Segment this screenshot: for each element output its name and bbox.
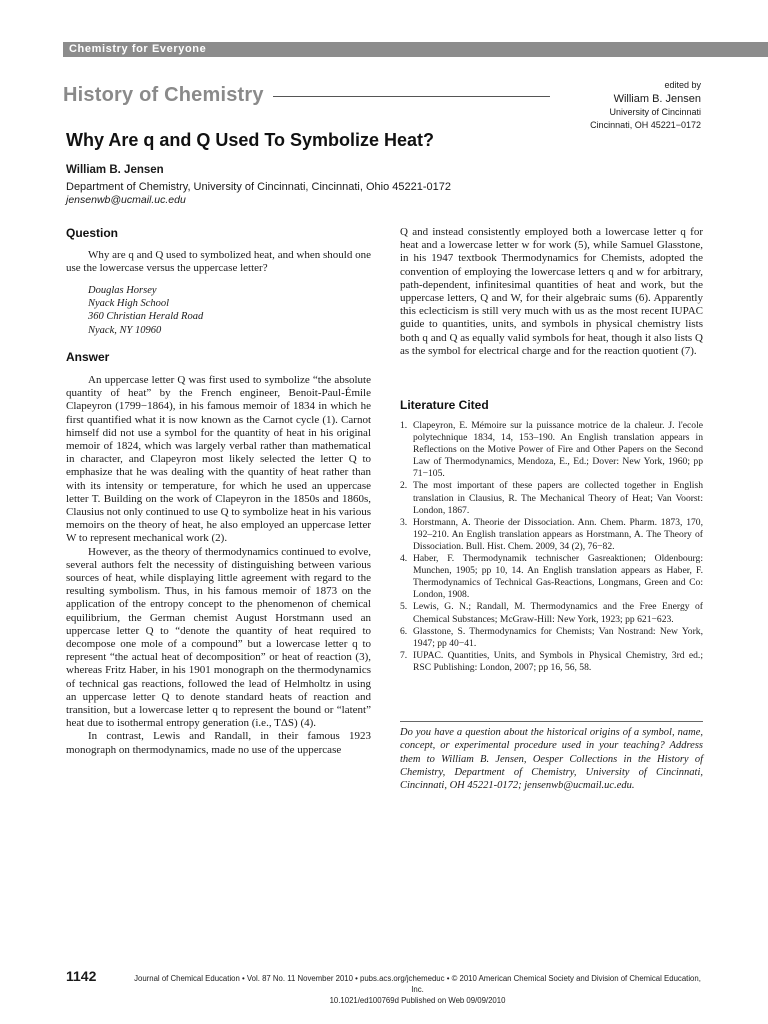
editor-institution: University of Cincinnati [609,107,701,117]
page-number: 1142 [66,968,97,984]
answer-continuation-block [400,226,703,358]
author-affiliation: Department of Chemistry, University of Cincinnati, Cincinnati, Ohio 45221-0172 [66,181,451,193]
reference-text: Haber, F. Thermodynamik technischer Gasreaktionen; Oldenbourg: Munchen, 1905; pp 10, 14. An English translation appears as Haber, F. Thermodynamics of Technical Gas-Reactions, Longmans, Green and Co: London, 1908. [413,553,703,601]
answer-heading: Answer [66,350,110,364]
reference-number: 3. [400,516,408,528]
asker-name: Douglas Horsey [88,285,157,296]
reference-item [400,420,703,480]
reference-list [400,420,703,674]
answer-body [66,374,371,757]
section-label: Chemistry for Everyone [69,43,207,55]
answer-paragraph-2: However, as the theory of thermodynamics continued to evolve, several authors felt the necessity of distinguishing between various sources of heat, while displaying little agreement with regard to the resulting symbolism. Thus, in his famous memoir of 1873 on the application of the entropy concept to the phenomenon of chemical equilibrium, the German chemist August Horstmann used an uppercase letter Q to “denote the quantity of heat required to decompose one mole of a compound” but a lowercase letter q to represent “the actual heat of decomposition” or heat of reaction (3), whereas Fritz Haber, in his 1901 monograph on the thermodynamics of technical gas reactions, followed the lead of Helmholtz in using an uppercase letter Q to denote standard heats of reaction and transition, but a lowercase letter q to represent the bound or “latent” heat due to isothermal entropy generation (i.e., TΔS) (4). [66,545,371,730]
reference-item [400,553,703,601]
reference-item [400,650,703,674]
editor-credit [461,79,701,132]
asker-city: Nyack, NY 10960 [88,324,162,336]
journal-footer [130,973,705,1006]
reference-text: The most important of these papers are collected together in English translation in Clausius, R. The Mechanical Theory of Heat; Van Voorst: London, 1867. [413,480,703,516]
answer-paragraph-3: In contrast, Lewis and Randall, in their famous 1923 monograph on thermodynamics, made no use of the uppercase [66,730,371,756]
reference-number: 7. [400,649,408,661]
reference-text: IUPAC. Quantities, Units, and Symbols in Physical Chemistry, 3rd ed.; RSC Publishing: London, 2007; pp 16, 56, 58. [413,649,703,673]
reference-item [400,517,703,553]
reference-text: Lewis, G. N.; Randall, M. Thermodynamics and the Free Energy of Chemical Substances; McGraw-Hill: New York, 1923; pp 621−623. [413,601,703,625]
reference-number: 4. [400,553,408,565]
editor-label: edited by [664,80,701,90]
asker-street: 360 Christian Herald Road [88,311,204,323]
section-banner [63,42,768,57]
asker-school: Nyack High School [88,298,170,310]
question-text: Why are q and Q used to symbolized heat, and when should one use the lowercase versus the uppercase letter? [66,249,371,275]
literature-heading: Literature Cited [400,398,489,412]
article-title: Why Are q and Q Used To Symbolize Heat? [66,130,435,150]
note-divider [400,721,703,722]
reference-number: 2. [400,480,408,492]
author-email: jensenwb@ucmail.uc.edu [66,194,186,206]
footer-doi: 10.1021/ed100769d Published on Web 09/09/2010 [329,996,506,1005]
reference-text: Glasstone, S. Thermodynamics for Chemists; Van Nostrand: New York, 1947; pp 40−41. [413,625,703,649]
author-name: William B. Jensen [66,164,164,176]
question-body [66,249,371,275]
footer-citation: Journal of Chemical Education • Vol. 87 No. 11 November 2010 • pubs.acs.org/jchemeduc • © 2010 American Chemical Society and Division of Chemical Education, Inc. [134,974,701,994]
reference-number: 6. [400,625,408,637]
submission-note: Do you have a question about the historical origins of a symbol, name, concept, or experimental procedure used in your teaching? Address them to William B. Jensen, Oesper Collections in the History of Chemistry, Department of Chemistry, University of Cincinnati, Cincinnati, OH 45221-0172; jensenwb@ucmail.uc.edu. [400,727,703,792]
reference-text: Horstmann, A. Theorie der Dissociation. Ann. Chem. Pharm. 1873, 170, 192–210. An English translation appears as Horstmann, A. The Theory of Dissociation. Bull. Hist. Chem. 2009, 34 (2), 76−82. [413,516,703,552]
reference-item [400,626,703,650]
reference-item [400,601,703,625]
reference-text: Clapeyron, E. Mémoire sur la puissance motrice de la chaleur. J. l'ecole polytechnique 1834, 14, 153–190. An English translation appears in Reflections on the Motive Power of Fire and Other Papers on the Second Law of Thermodynamics, Mendoza, E., Ed.; Dover: New York, 1960; pp 71−105. [413,420,703,480]
reference-item [400,480,703,516]
question-heading: Question [66,226,119,240]
editor-address: Cincinnati, OH 45221−0172 [590,120,701,130]
answer-continuation: Q and instead consistently employed both a lowercase letter q for heat and a lowercase letter w for work (5), while Samuel Glasstone, in his 1947 textbook Thermodynamics for Chemists, adopted the convention of employing the lowercase letters q and w for arbitrary, path-dependent, infinitesimal quantities of heat and work, but the uppercase letters, Q and W, for their algebraic sums (6). Apparently this eclecticism is still very much with us as the most recent IUPAC guide to quantities, units, and symbols in physical chemistry lists both q and Q as equally valid symbols for heat, though it also lists Q as the symbol for electrical charge and for the reaction quotient (7). [400,226,703,357]
reference-number: 1. [400,420,408,431]
editor-name: William B. Jensen [613,93,701,105]
reference-number: 5. [400,601,408,613]
column-title: History of Chemistry [63,84,264,106]
answer-paragraph-1: An uppercase letter Q was first used to symbolize “the absolute quantity of heat” by the French engineer, Benoit-Paul-Émile Clapeyron (1799−1864), in his famous memoir of 1834 in which he first quantified what it is now known as the Carnot cycle (1). Carnot himself did not use a symbol for the quantity of heat in his original memoir of 1824, which was largely verbal rather than mathematical in character, and Clapeyron most likely selected the letter Q to emphasize that he was dealing with the quantity of heat rather than with its intensity or temperature, for which he used an uppercase letter T. Building on the work of Clapeyron in the 1850s and 1860s, Clausius not only continued to use Q to symbolize heat in his various memoirs on the theory of heat, he also employed an uppercase letter W to represent mechanical work (2). [66,374,371,545]
questioner [88,284,203,337]
